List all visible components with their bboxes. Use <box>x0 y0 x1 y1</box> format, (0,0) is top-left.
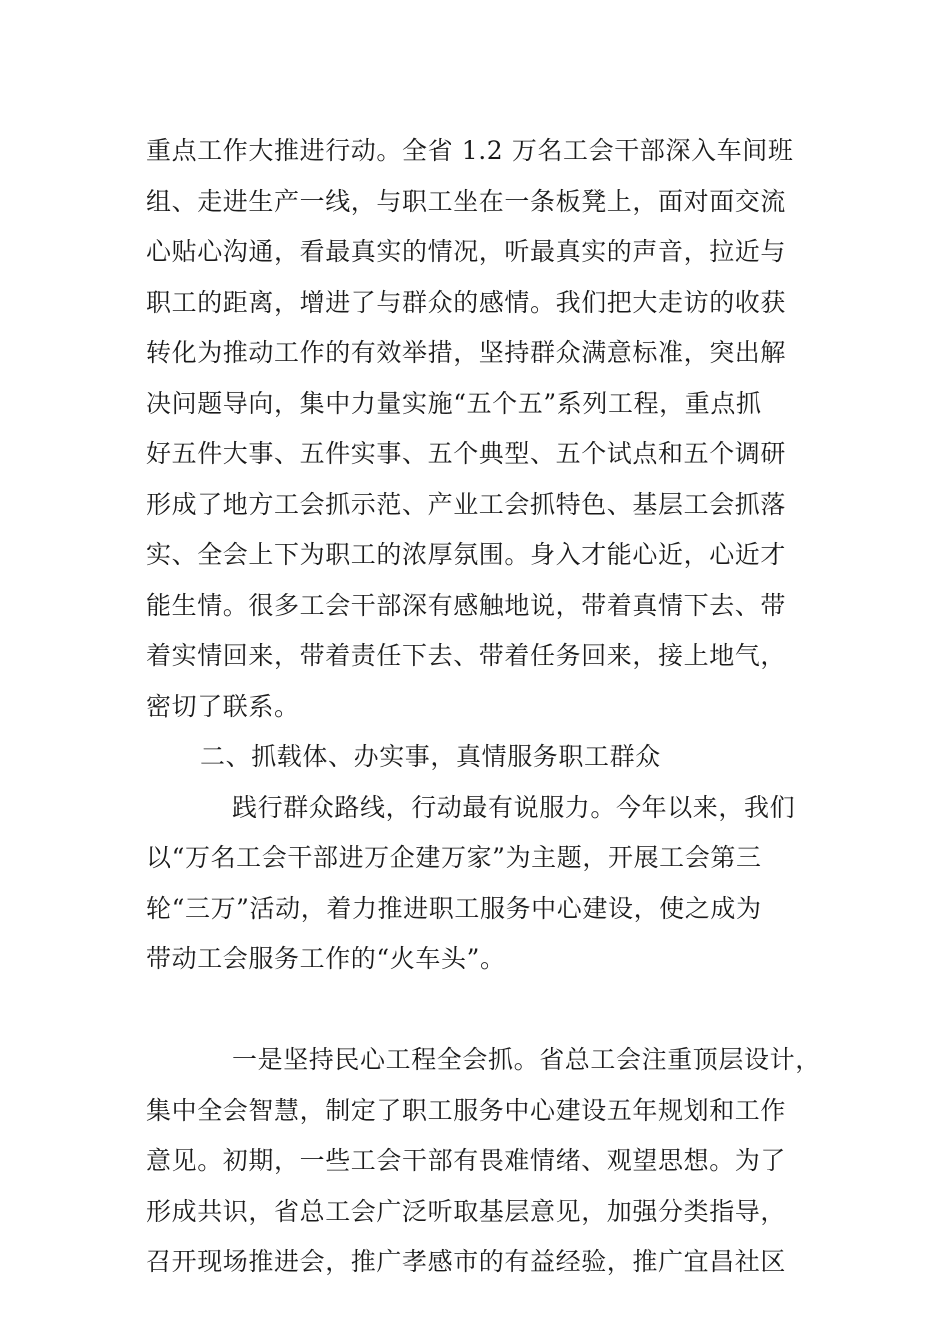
section-heading: 二、抓载体、办实事，真情服务职工群众 <box>200 742 661 771</box>
text-line: 形成了地方工会抓示范、产业工会抓特色、基层工会抓落 <box>146 489 787 519</box>
text-line: 形成共识，省总工会广泛听取基层意见，加强分类指导， <box>146 1196 787 1226</box>
text-line: 重点工作大推进行动。全省 1.2 万名工会干部深入车间班 <box>146 136 794 165</box>
text-line: 轮“三万”活动，着力推进职工服务中心建设，使之成为 <box>146 893 762 923</box>
text-line: 决问题导向，集中力量实施“五个五”系列工程，重点抓 <box>146 388 762 418</box>
text-line: 意见。初期，一些工会干部有畏难情绪、观望思想。为了 <box>146 1146 787 1175</box>
text-line <box>146 985 846 1036</box>
text-line: 组、走进生产一线，与职工坐在一条板凳上，面对面交流 <box>146 186 787 216</box>
text-line: 以“万名工会干部进万企建万家”为主题，开展工会第三 <box>146 843 762 872</box>
text-line: 好五件大事、五件实事、五个典型、五个试点和五个调研 <box>146 439 787 468</box>
text-line: 密切了联系。 <box>146 691 300 721</box>
document-body <box>146 126 846 1288</box>
text-line: 职工的距离，增进了与群众的感情。我们把大走访的收获 <box>146 287 787 317</box>
text-line: 践行群众路线，行动最有说服力。今年以来，我们 <box>232 792 796 822</box>
text-line: 着实情回来，带着责任下去、带着任务回来，接上地气， <box>146 641 787 670</box>
text-line: 能生情。很多工会干部深有感触地说，带着真情下去、带 <box>146 590 787 620</box>
text-line: 一是坚持民心工程全会抓。省总工会注重顶层设计， <box>232 1045 821 1074</box>
text-line: 转化为推动工作的有效举措，坚持群众满意标准，突出解 <box>146 338 787 367</box>
text-line: 心贴心沟通，看最真实的情况，听最真实的声音，拉近与 <box>146 237 787 266</box>
text-line: 集中全会智慧，制定了职工服务中心建设五年规划和工作 <box>146 1095 787 1125</box>
text-line: 带动工会服务工作的“火车头”。 <box>146 944 506 973</box>
text-line: 召开现场推进会，推广孝感市的有益经验，推广宜昌社区 <box>146 1247 787 1276</box>
text-line: 实、全会上下为职工的浓厚氛围。身入才能心近，心近才 <box>146 540 787 569</box>
